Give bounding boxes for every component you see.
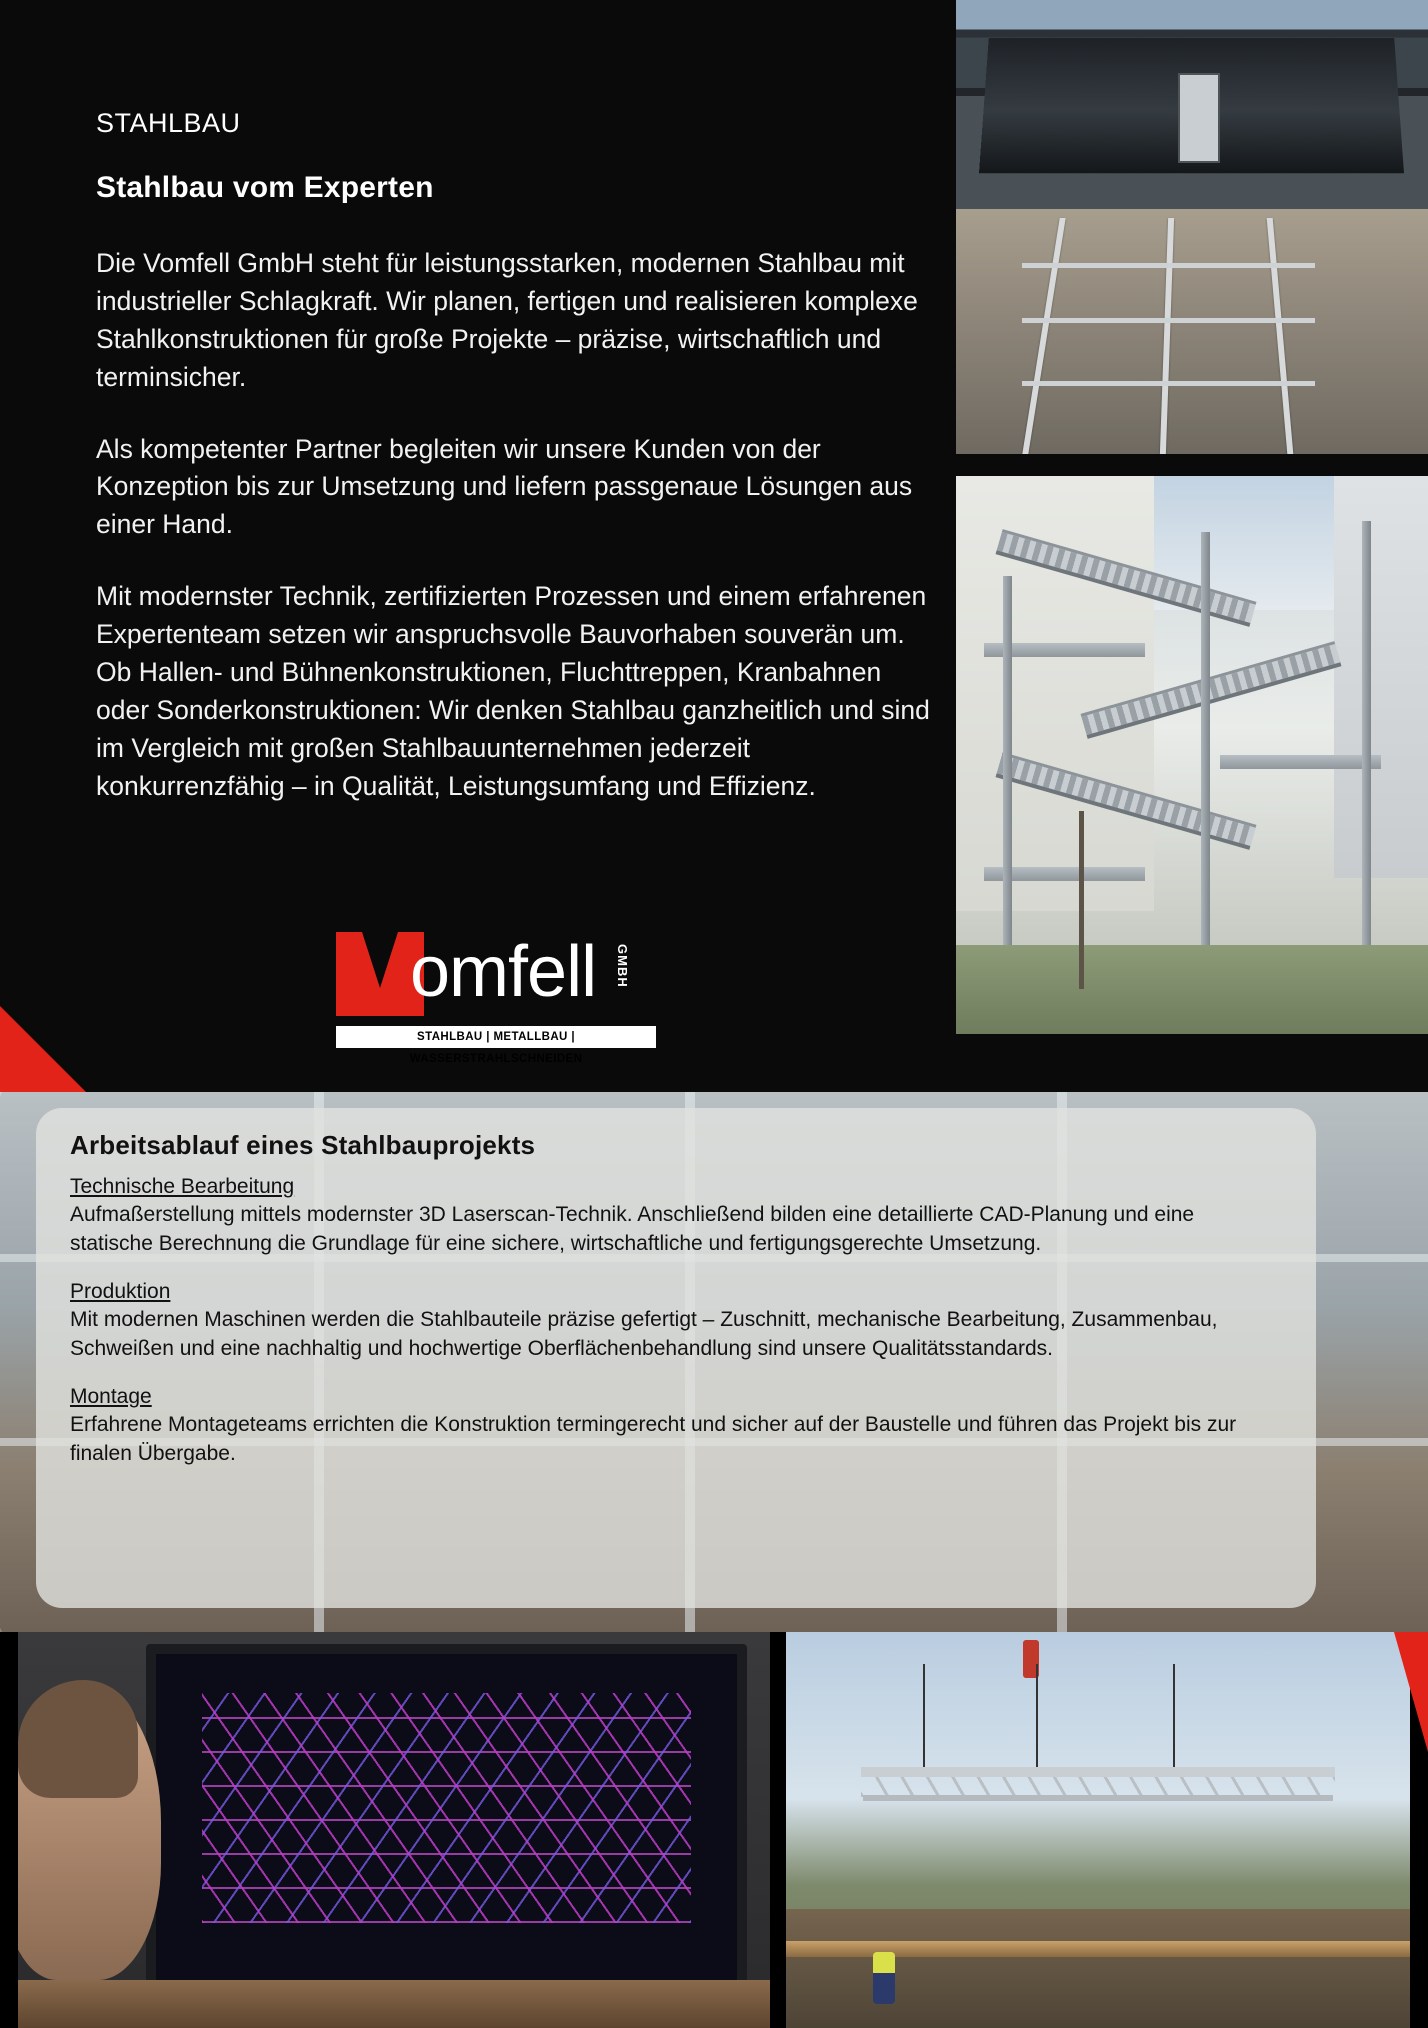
red-corner-accent-right [1394, 1632, 1428, 1752]
rooftop-surface-shape [956, 209, 1428, 454]
crane-cable-shape [1036, 1664, 1038, 1771]
rooftop-door-shape [1178, 73, 1220, 164]
page-title: Stahlbau vom Experten [96, 171, 434, 204]
company-logo [336, 930, 656, 1065]
hero-paragraph-3: Mit modernster Technik, zertifizierten Prozessen und einem erfahrenen Expertenteam setzen wir anspruchsvolle Bauvorhaben souverän um. Ob Hallen- und Bühnenkonstruktionen, Fluchttreppen, Kranbahnen oder Sonderkonstruktionen: Wir denken Stahlbau ganzheitlich und sind im Vergleich mit großen Stahlbauunternehmen jederzeit konkurrenzfähig – in Qualität, Leistungsumfang und Effizienz. [96, 581, 930, 801]
desk-shape [18, 1980, 770, 2028]
steel-truss-shape [861, 1767, 1335, 1777]
worker-shape [873, 1952, 895, 2004]
steel-tie-shape [1022, 318, 1315, 323]
page-kicker: STAHLBAU [96, 108, 241, 138]
logo-mark-row [336, 930, 656, 1016]
building-wall-shape [1334, 476, 1428, 878]
process-title: Arbeitsablauf eines Stahlbauprojekts [70, 1130, 536, 1160]
photo-external-steel-staircase [956, 476, 1428, 1034]
process-step-heading-1: Technische Bearbeitung [70, 1175, 295, 1198]
lawn-shape [956, 945, 1428, 1034]
process-step-heading-3: Montage [70, 1385, 152, 1409]
process-step-text-1: Aufmaßerstellung mittels modernster 3D Laserscan-Technik. Anschließend bilden eine detaillierte CAD-Planung und eine statische Berechnung die Grundlage für eine sichere, wirtschaftliche und fertigungsgerechte Umsetzung. [70, 1203, 1195, 1255]
process-overlay-card [36, 1108, 1316, 1608]
photo-rooftop-steel-rails [956, 0, 1428, 454]
process-section [0, 1092, 1428, 1632]
crane-cable-shape [923, 1664, 925, 1771]
crane-cable-shape [1173, 1664, 1175, 1771]
steel-tie-shape [1022, 263, 1315, 268]
hero-paragraph-1: Die Vomfell GmbH steht für leistungsstarken, modernen Stahlbau mit industrieller Schlagkraft. Wir planen, fertigen und realisieren komplexe Stahlkonstruktionen für große Projekte – präzise, wirtschaftlich und terminsicher. [96, 248, 918, 392]
building-wall-shape [956, 476, 1154, 911]
logo-legal-suffix: GMBH [615, 944, 630, 988]
stair-post-shape [1362, 521, 1371, 967]
process-step-text-3: Erfahrene Montageteams errichten die Konstruktion termingerecht und sicher auf der Baustelle und führen das Projekt bis zur finalen Übergabe. [70, 1413, 1237, 1465]
stair-post-shape [1201, 532, 1210, 956]
person-hair-shape [18, 1680, 138, 1799]
bottom-photo-row [0, 1632, 1428, 2028]
process-step-heading-2: Produktion [70, 1280, 171, 1304]
logo-wordmark: omfell [410, 932, 597, 1012]
process-step-text-2: Mit modernen Maschinen werden die Stahlbauteile präzise gefertigt – Zuschnitt, mechanische Bearbeitung, Zusammenbau, Schweißen und eine nachhaltig und hochwertige Oberflächenbehandlung sind unsere Qualitätsstandards. [70, 1308, 1218, 1360]
logo-tagline: STAHLBAU | METALLBAU | WASSERSTRAHLSCHNEIDEN [409, 1031, 583, 1065]
hero-text-column [96, 108, 956, 806]
tree-shape [1079, 811, 1084, 990]
photo-engineer-at-cad-monitor [18, 1632, 770, 2028]
red-corner-accent [0, 1006, 86, 1092]
steel-tie-shape [1022, 381, 1315, 386]
cad-model-shape [202, 1693, 691, 1923]
photo-steel-truss-crane-lift [786, 1632, 1410, 2028]
monitor-shape [146, 1644, 748, 1992]
stair-platform-shape [1220, 755, 1380, 769]
stair-post-shape [1003, 576, 1012, 944]
hero-paragraph-2: Als kompetenter Partner begleiten wir unsere Kunden von der Konzeption bis zur Umsetzung und liefern passgenaue Lösungen aus einer Hand. [96, 433, 913, 540]
